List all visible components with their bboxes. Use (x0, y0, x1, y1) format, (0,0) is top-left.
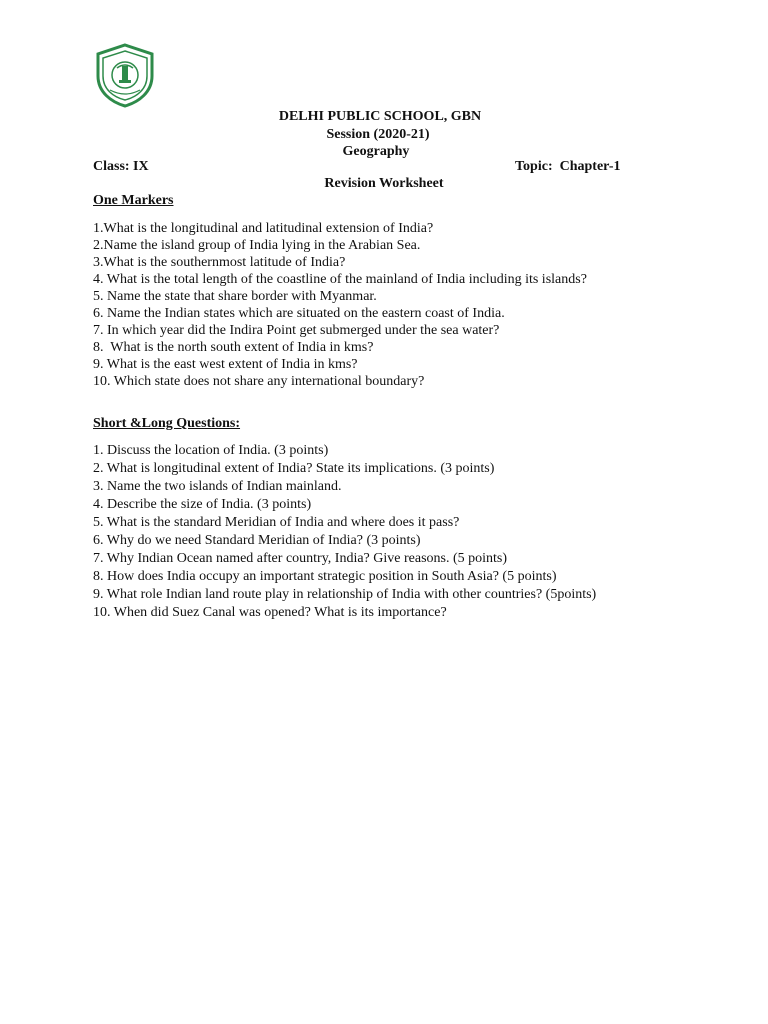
subject-label: Geography (342, 144, 410, 159)
list-item: 2.Name the island group of India lying in the Arabian Sea. (93, 238, 421, 253)
short-long-list (93, 442, 596, 622)
list-item: 1. Discuss the location of India. (3 points) (93, 443, 329, 458)
topic-label: Topic: Chapter-1 (515, 159, 621, 174)
list-item: 4. Describe the size of India. (3 points) (93, 497, 312, 512)
list-item: 10. When did Suez Canal was opened? What is its importance? (93, 605, 447, 620)
one-markers-heading: One Markers (93, 193, 174, 208)
list-item: 5. What is the standard Meridian of India and where does it pass? (93, 515, 460, 530)
list-item: 3. Name the two islands of Indian mainland. (93, 479, 342, 494)
list-item: 1.What is the longitudinal and latitudinal extension of India? (93, 221, 434, 236)
list-item: 7. Why Indian Ocean named after country, India? Give reasons. (5 points) (93, 551, 508, 566)
list-item: 8. How does India occupy an important strategic position in South Asia? (5 points) (93, 569, 557, 584)
list-item: 4. What is the total length of the coastline of the mainland of India including its islands? (93, 272, 587, 287)
session-label: Session (2020-21) (326, 127, 430, 142)
school-crest-icon (92, 42, 158, 108)
list-item: 8. What is the north south extent of India in kms? (93, 340, 374, 355)
list-item: 9. What role Indian land route play in relationship of India with other countries? (5points) (93, 587, 597, 602)
list-item: 9. What is the east west extent of India in kms? (93, 357, 358, 372)
list-item: 2. What is longitudinal extent of India? State its implications. (3 points) (93, 461, 495, 476)
worksheet-title: Revision Worksheet (324, 176, 444, 191)
list-item: 6. Why do we need Standard Meridian of India? (3 points) (93, 533, 421, 548)
short-long-heading: Short &Long Questions: (93, 416, 241, 431)
list-item: 6. Name the Indian states which are situated on the eastern coast of India. (93, 306, 505, 321)
one-markers-list (93, 220, 587, 390)
list-item: 7. In which year did the Indira Point get submerged under the sea water? (93, 323, 500, 338)
list-item: 5. Name the state that share border with Myanmar. (93, 289, 377, 304)
school-name: DELHI PUBLIC SCHOOL, GBN (278, 109, 482, 124)
class-label: Class: IX (93, 159, 149, 174)
list-item: 3.What is the southernmost latitude of India? (93, 255, 346, 270)
list-item: 10. Which state does not share any international boundary? (93, 374, 425, 389)
